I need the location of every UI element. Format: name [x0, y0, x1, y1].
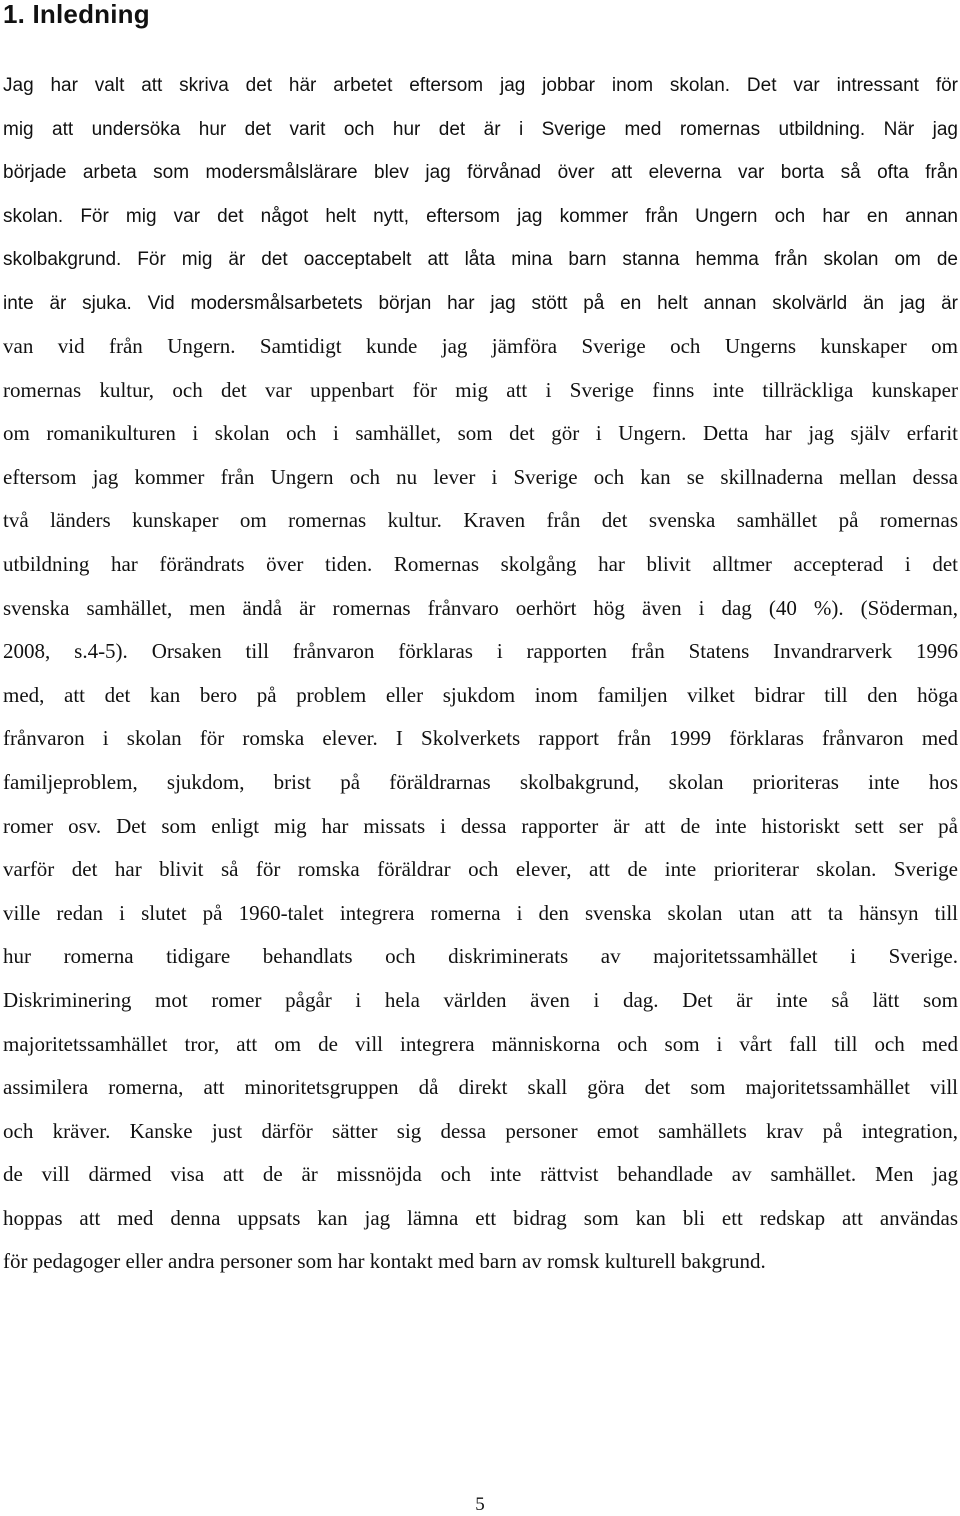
text-line: hoppas att med denna uppsats kan jag lämna ett bidrag som kan bli ett redskap att användas: [3, 1205, 958, 1230]
text-line: utbildning har förändrats över tiden. Romernas skolgång har blivit alltmer accepterad i det: [3, 551, 958, 576]
text-line: skolan. För mig var det något helt nytt, eftersom jag kommer från Ungern och har en annan: [3, 205, 958, 227]
text-line: romer osv. Det som enligt mig har missats i dessa rapporter är att de inte historiskt sett ser på: [3, 813, 958, 838]
text-line: de vill därmed visa att de är missnöjda och inte rättvist behandlade av samhället. Men jag: [3, 1162, 958, 1187]
text-line: två länders kunskaper om romernas kultur. Kraven från det svenska samhället på romernas: [3, 508, 958, 533]
text-line: svenska samhället, men ändå är romernas frånvaro oerhört hög även i dag (40 %). (Söderman,: [3, 595, 958, 620]
text-line: varför det har blivit så för romska föräldrar och elever, att de inte prioriterar skolan. Sverige: [3, 857, 958, 882]
text-line: Diskriminering mot romer pågår i hela världen även i dag. Det är inte så lätt som: [3, 987, 958, 1012]
text-line: familjeproblem, sjukdom, brist på föräldrarnas skolbakgrund, skolan prioriteras inte hos: [3, 769, 958, 794]
text-line: för pedagoger eller andra personer som har kontakt med barn av romsk kulturell bakgrund.: [3, 1249, 766, 1274]
text-line: majoritetssamhället tror, att om de vill integrera människorna och som i vårt fall till och med: [3, 1031, 958, 1056]
text-line: med, att det kan bero på problem eller sjukdom inom familjen vilket bidrar till den höga: [3, 682, 958, 707]
section-heading: 1. Inledning: [3, 0, 150, 29]
body-paragraph-sans: [3, 64, 958, 326]
text-line: inte är sjuka. Vid modersmålsarbetets början har jag stött på en helt annan skolvärld än jag är: [3, 292, 958, 314]
body-paragraph-serif: [3, 325, 958, 1284]
text-line: van vid från Ungern. Samtidigt kunde jag jämföra Sverige och Ungerns kunskaper om: [3, 334, 958, 358]
text-line: hur romerna tidigare behandlats och diskriminerats av majoritetssamhället i Sverige.: [3, 944, 958, 969]
text-line: eftersom jag kommer från Ungern och nu lever i Sverige och kan se skillnaderna mellan dessa: [3, 464, 958, 489]
text-line: började arbeta som modersmålslärare blev jag förvånad över att eleverna var borta så ofta från: [3, 162, 958, 184]
text-line: ville redan i slutet på 1960-talet integrera romerna i den svenska skolan utan att ta hänsyn till: [3, 900, 958, 925]
text-line: om romanikulturen i skolan och i samhället, som det gör i Ungern. Detta har jag själv erfarit: [3, 421, 958, 446]
text-line: och kräver. Kanske just därför sätter sig dessa personer emot samhällets krav på integration,: [3, 1118, 958, 1143]
text-line: romernas kultur, och det var uppenbart för mig att i Sverige finns inte tillräckliga kunskaper: [3, 377, 958, 402]
text-line: 2008, s.4-5). Orsaken till frånvaron förklaras i rapporten från Statens Invandrarverk 1996: [3, 639, 958, 664]
text-line: assimilera romerna, att minoritetsgruppen då direkt skall göra det som majoritetssamhället vill: [3, 1075, 958, 1100]
text-line: skolbakgrund. För mig är det oacceptabelt att låta mina barn stanna hemma från skolan om de: [3, 249, 958, 271]
text-line: frånvaron i skolan för romska elever. I Skolverkets rapport från 1999 förklaras frånvaron med: [3, 726, 958, 751]
page-number: 5: [475, 1494, 485, 1515]
text-line: Jag har valt att skriva det här arbetet eftersom jag jobbar inom skolan. Det var intressant för: [3, 75, 958, 96]
text-line: mig att undersöka hur det varit och hur det är i Sverige med romernas utbildning. När jag: [3, 118, 958, 140]
